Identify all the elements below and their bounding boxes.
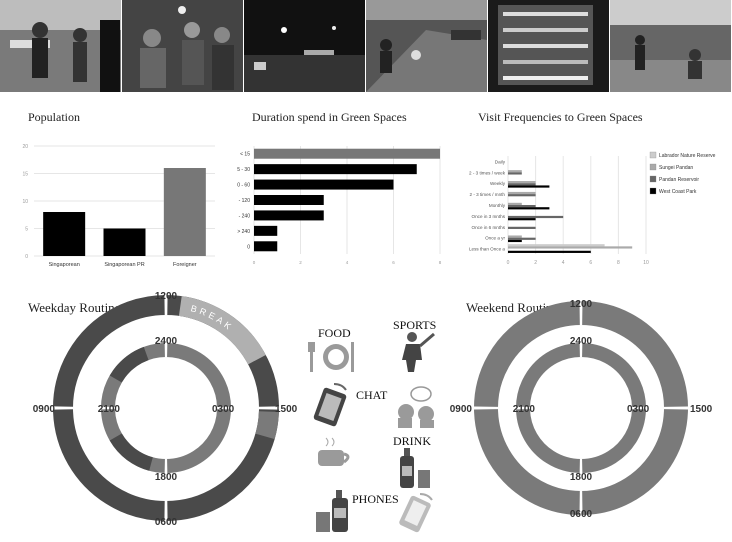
- phones-label: PHONES: [352, 492, 399, 506]
- drink-label: DRINK: [393, 434, 431, 448]
- y-tick-label: 5 - 30: [237, 167, 250, 174]
- food-label: FOOD: [318, 326, 351, 340]
- label-1500: 1500: [690, 404, 713, 415]
- bar: [508, 238, 536, 240]
- visit-frequency-chart: [448, 150, 723, 272]
- x-tick-label: 8: [438, 260, 442, 265]
- legend-label: West Coast Park: [659, 189, 697, 195]
- bar: [254, 195, 324, 205]
- legend-label: Pandan Reservoir: [659, 177, 700, 183]
- break-label-path: BREAK: [189, 303, 236, 334]
- label-1200: 1200: [154, 291, 178, 302]
- y-tick-label: - 120: [238, 198, 250, 204]
- chat-label: CHAT: [356, 388, 388, 402]
- population-chart: [10, 138, 225, 273]
- void-deck-photo: [610, 0, 732, 92]
- photo-strip: [0, 0, 723, 92]
- label-0600: 0600: [569, 509, 593, 520]
- x-tick-label: Singaporean PR: [104, 262, 145, 268]
- sports-label: SPORTS: [393, 318, 437, 332]
- label-0300: 0300: [627, 404, 650, 415]
- bar: [508, 205, 536, 207]
- y-tick-label: Once a yr: [485, 235, 505, 241]
- bar: [254, 164, 417, 174]
- weekend-routine-title: Weekend Routine: [466, 300, 559, 315]
- bar: [508, 235, 522, 237]
- inner-segment-dark: [116, 353, 146, 379]
- y-tick-label: Less than Once a: [468, 246, 505, 252]
- group-seated-photo: [122, 0, 244, 92]
- bar: [254, 149, 440, 159]
- bar: [508, 185, 549, 187]
- x-tick-label: Singaporean: [48, 262, 80, 268]
- bar: [43, 212, 85, 256]
- sports-player-icon: [394, 330, 436, 374]
- outer-segment-mid: [265, 412, 269, 437]
- bar: [508, 203, 522, 205]
- bar: [508, 251, 591, 253]
- x-tick-label: 8: [617, 260, 620, 266]
- label-0600: 0600: [154, 517, 178, 528]
- y-tick-label: 20: [22, 144, 28, 150]
- legend-swatch: [650, 176, 656, 182]
- label-1800: 1800: [154, 472, 178, 483]
- weekend-routine-ring: [449, 290, 723, 540]
- legend-label: Sungei Pandan: [659, 165, 694, 171]
- legend-label: Labrador Nature Reserve: [659, 153, 716, 159]
- bar: [508, 218, 536, 220]
- y-tick-label: Once in 6 mnths: [471, 224, 505, 230]
- legend-swatch: [650, 188, 656, 194]
- coffee-cup-icon: [316, 436, 354, 472]
- y-tick-label: Monthly: [488, 203, 505, 208]
- y-tick-label: - 240: [238, 213, 250, 220]
- label-1200: 1200: [569, 299, 593, 310]
- y-tick-label: 0 - 60: [237, 182, 250, 189]
- label-1500: 1500: [275, 404, 298, 415]
- label-1800: 1800: [569, 472, 593, 483]
- bar: [508, 172, 522, 174]
- y-tick-label: 10: [22, 199, 28, 205]
- inner-ring: [523, 350, 639, 466]
- population-chart-title: Population: [28, 110, 81, 124]
- people-at-table-photo: [0, 0, 122, 92]
- people-talking-icon: [394, 384, 438, 428]
- y-tick-label: > 240: [237, 228, 250, 235]
- x-tick-label: 2: [299, 260, 302, 265]
- y-tick-label: 2 - 3 times / week: [469, 170, 505, 176]
- bar: [508, 207, 549, 209]
- park-gathering-photo: [366, 0, 488, 92]
- y-tick-label: Daily: [494, 159, 505, 165]
- x-tick-label: Foreigner: [173, 262, 197, 268]
- legend-swatch: [650, 152, 656, 158]
- bar: [104, 229, 146, 257]
- x-tick-label: 4: [345, 260, 349, 265]
- bar: [508, 181, 536, 183]
- phone-chat-icon: [312, 380, 352, 425]
- label-2100: 2100: [512, 404, 535, 415]
- x-tick-label: 0: [252, 260, 256, 265]
- bar: [508, 183, 536, 185]
- bar: [508, 240, 522, 242]
- x-tick-label: 6: [589, 260, 593, 266]
- hand-phone-icon: [396, 490, 436, 534]
- bar: [508, 170, 522, 172]
- x-tick-label: 4: [561, 260, 565, 266]
- bar: [254, 241, 277, 251]
- y-tick-label: 0: [25, 254, 28, 260]
- bar: [254, 180, 394, 190]
- bar: [254, 210, 324, 220]
- fork-plate-icon: [308, 340, 356, 374]
- bar: [164, 168, 206, 256]
- legend-swatch: [650, 164, 656, 170]
- bar: [508, 244, 605, 246]
- bar: [508, 227, 536, 229]
- duration-chart-title: Duration spend in Green Spaces: [252, 110, 407, 124]
- y-tick-label: 0: [247, 244, 250, 251]
- bar: [508, 246, 632, 248]
- weekday-routine-ring: [30, 290, 310, 540]
- label-2100: 2100: [97, 404, 120, 415]
- visit-frequency-chart-title: Visit Frequencies to Green Spaces: [478, 110, 643, 124]
- bar: [508, 192, 536, 194]
- y-tick-label: < 15: [240, 151, 250, 158]
- inner-segment-dark: [116, 437, 151, 464]
- x-tick-label: 2: [534, 260, 537, 266]
- duration-chart: [228, 142, 446, 272]
- bottle-glass-icon: [398, 448, 432, 490]
- y-tick-label: Once in 3 mnths: [471, 213, 505, 219]
- bar: [508, 194, 536, 196]
- bar: [254, 226, 277, 236]
- x-tick-label: 6: [392, 260, 395, 265]
- x-tick-label: 0: [506, 260, 510, 266]
- night-field-photo: [244, 0, 366, 92]
- bar: [508, 216, 563, 218]
- weekday-routine-title: Weekday Routine: [28, 300, 121, 315]
- label-0900: 0900: [449, 404, 472, 415]
- x-tick-label: 10: [643, 260, 649, 266]
- y-tick-label: 2 - 3 times / mnth: [469, 192, 505, 198]
- label-0300: 0300: [212, 404, 235, 415]
- label-2400: 2400: [154, 336, 178, 347]
- y-tick-label: 5: [25, 226, 28, 233]
- bottle-glass-icon-2: [314, 490, 354, 534]
- y-tick-label: 15: [22, 171, 28, 178]
- apartment-block-photo: [488, 0, 610, 92]
- y-tick-label: Weekly: [490, 181, 505, 187]
- label-0900: 0900: [32, 404, 55, 415]
- label-2400: 2400: [569, 336, 593, 347]
